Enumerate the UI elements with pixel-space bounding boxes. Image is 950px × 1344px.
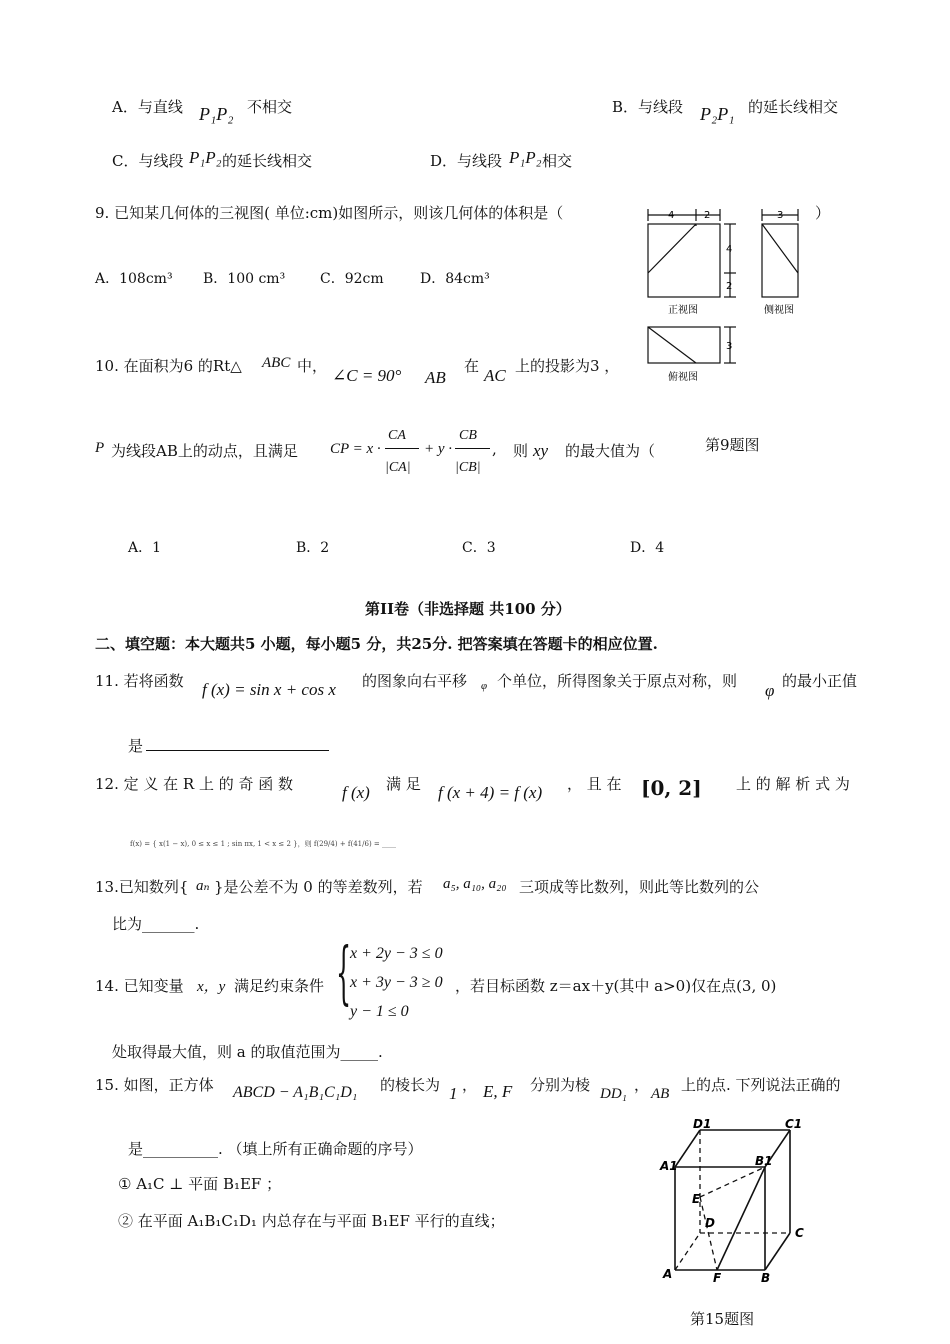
q14-c1: x + 2y − 3 ≤ 0 (350, 945, 443, 962)
q10-max: 的最大值为（ (565, 442, 656, 460)
q14-c: ，若目标函数 z＝ax＋y(其中 a>0)仅在点(3, 0) (455, 977, 777, 995)
q11-func: f (x) = sin x + cos x (202, 680, 336, 699)
top-view-label: 俯视图 (668, 372, 698, 383)
q10-ac: AC (484, 366, 506, 385)
q10-tail: 上的投影为3 ， (515, 357, 620, 375)
q10-in: 在 (464, 357, 480, 375)
label-e: E (692, 1192, 701, 1206)
label-a1: A1 (660, 1159, 678, 1173)
q10-then: 则 (513, 442, 529, 460)
q8-option-a-math: P₁P₂ (199, 104, 234, 124)
q11-b: 的图象向右平移 (362, 672, 468, 690)
q14-a: 14. 已知变量 (95, 977, 184, 995)
q8-option-b: B．与线段 (612, 98, 684, 116)
q14-c3: y − 1 ≤ 0 (350, 1003, 409, 1020)
q9-option-d: D．84cm³ (420, 271, 490, 287)
side-view-label: 侧视图 (764, 305, 794, 316)
dim-2-top: 2 (704, 210, 711, 221)
q8-option-b-math: P₂P₁ (700, 104, 735, 124)
q8-option-c-tail: 的延长线相交 (222, 152, 313, 170)
q13-c: 三项成等比数列，则此等比数列的公 (519, 878, 760, 896)
q11-phi2: φ (765, 681, 775, 700)
q11-d: 的最小正值 (782, 672, 858, 690)
q15-b: 的棱长为 (380, 1076, 441, 1094)
q8-option-a-tail: 不相交 (247, 98, 293, 116)
q10-option-d: D．4 (630, 540, 665, 556)
q11-a: 11. 若将函数 (95, 672, 184, 690)
q15-c: ， (462, 1076, 478, 1094)
q12-interval: [0, 2] (641, 776, 702, 800)
three-view-figure (640, 205, 820, 390)
q10-ab: AB (425, 368, 446, 387)
q13-a: 13.已知数列{ (95, 878, 189, 896)
label-a: A (663, 1267, 673, 1281)
q8-option-d-tail: 相交 (542, 152, 573, 170)
q15-f: 上的点. 下列说法正确的 (681, 1076, 841, 1094)
dim-3-sideview: 3 (777, 210, 784, 221)
q10-prefix: 10. 在面积为6 的Rt△ (95, 357, 242, 375)
q9-option-c: C．92cm (320, 271, 384, 287)
label-d1: D1 (693, 1117, 712, 1131)
q12-fx: f (x) (342, 783, 370, 802)
q10-option-a: A．1 (128, 540, 162, 556)
label-c1: C1 (785, 1117, 803, 1131)
label-f: F (713, 1271, 722, 1285)
q15-ab: AB (651, 1086, 670, 1102)
q15-ef: E, F (483, 1082, 513, 1101)
q10-frac1-bot: |CA| (385, 460, 411, 475)
q10-mid: 中， (297, 357, 328, 375)
q13-d: 比为_______. (112, 915, 200, 933)
dim-4-side: 4 (726, 244, 733, 255)
q8-option-d: D．与线段 (430, 152, 503, 170)
q9-option-b: B．100 cm³ (203, 271, 286, 287)
q12-a: 12. 定 义 在 R 上 的 奇 函 数 (95, 775, 294, 793)
q13-b: }是公差不为 0 的等差数列，若 (214, 878, 423, 896)
q12-piecewise: f(x) = { x(1 − x), 0 ≤ x ≤ 1 ; sin πx, 1 < x ≤ 2 }，则 f(29/4) + f(41/6) = ____ (130, 840, 396, 848)
label-b: B (761, 1271, 771, 1285)
q15-e: ， (634, 1076, 650, 1094)
q8-option-c-math: P₁P₂ (189, 148, 222, 167)
q15-statement-2: ② 在平面 A₁B₁C₁D₁ 内总存在与平面 B₁EF 平行的直线； (118, 1212, 505, 1230)
q15-statement-1: ① A₁C ⊥ 平面 B₁EF ； (118, 1175, 282, 1193)
q14-c2: x + 3y − 3 ≥ 0 (350, 974, 443, 991)
q15-d: 分别为棱 (530, 1076, 591, 1094)
q10-xy: xy (533, 441, 549, 460)
label-d: D (705, 1216, 715, 1230)
q10-p: P (95, 440, 105, 456)
q13-terms: a₅, a₁₀, a₂₀ (443, 876, 507, 892)
q10-angle: ∠C = 90° (332, 366, 402, 385)
q8-option-d-math: P₁P₂ (509, 148, 542, 167)
q8-option-b-tail: 的延长线相交 (748, 98, 839, 116)
q9-option-a: A．108cm³ (95, 271, 173, 287)
q8-option-a: A．与直线 (112, 98, 183, 116)
q10-comma: , (492, 440, 497, 458)
q12-eq: f (x + 4) = f (x) (438, 783, 543, 802)
q11-phi: φ (481, 680, 488, 692)
front-view-label: 正视图 (668, 305, 698, 316)
label-b1: B1 (755, 1154, 773, 1168)
q10-formula-plus: + y · (424, 441, 453, 457)
q10-line2: 为线段AB上的动点，且满足 (111, 442, 298, 460)
q13-an: aₙ (196, 878, 210, 894)
q15-dd1: DD₁ (600, 1086, 627, 1102)
q14-d: 处取得最大值，则 a 的取值范围为_____. (112, 1043, 383, 1061)
q12-d: 上 的 解 析 式 为 (736, 775, 850, 793)
q12-b: 满 足 (386, 775, 421, 793)
part2-title: 第II卷（非选择题 共100 分） (365, 600, 571, 618)
q10-abc: ABC (262, 355, 291, 371)
q8-option-c: C．与线段 (112, 152, 184, 170)
dim-2-side: 2 (726, 281, 733, 292)
q15-a: 15. 如图，正方体 (95, 1076, 214, 1094)
q10-formula-cp: CP = x · (330, 441, 381, 457)
q9-stem: 9. 已知某几何体的三视图( 单位:cm)如图所示，则该几何体的体积是（ (95, 204, 564, 222)
q15-cube: ABCD − A₁B₁C₁D₁ (233, 1084, 358, 1101)
q9-figure-caption: 第9题图 (705, 436, 760, 454)
label-c: C (795, 1226, 804, 1240)
q10-frac1-top: CA (388, 428, 406, 443)
q14-xy: x，y (197, 979, 226, 995)
q15-figure-caption: 第15题图 (690, 1310, 755, 1328)
q11-e: 是 (128, 737, 144, 755)
dim-3-topview: 3 (726, 341, 733, 352)
q10-frac2-bot: |CB| (455, 460, 481, 475)
q9-close-paren: ） (815, 204, 831, 222)
q10-frac2-top: CB (459, 428, 477, 443)
cube-figure (655, 1115, 815, 1290)
q11-c: 个单位，所得图象关于原点对称，则 (497, 672, 738, 690)
q10-option-b: B．2 (296, 540, 330, 556)
q10-option-c: C．3 (462, 540, 496, 556)
q14-b: 满足约束条件 (234, 977, 325, 995)
section-fill-in: 二、填空题：本大题共5 小题，每小题5 分，共25分. 把答案填在答题卡的相应位置. (95, 635, 658, 653)
q15-one: 1 (449, 1084, 458, 1103)
q12-c: ， 且 在 (567, 775, 622, 793)
q15-g: 是__________. （填上所有正确命题的序号） (128, 1140, 423, 1158)
dim-4-top: 4 (668, 210, 675, 221)
